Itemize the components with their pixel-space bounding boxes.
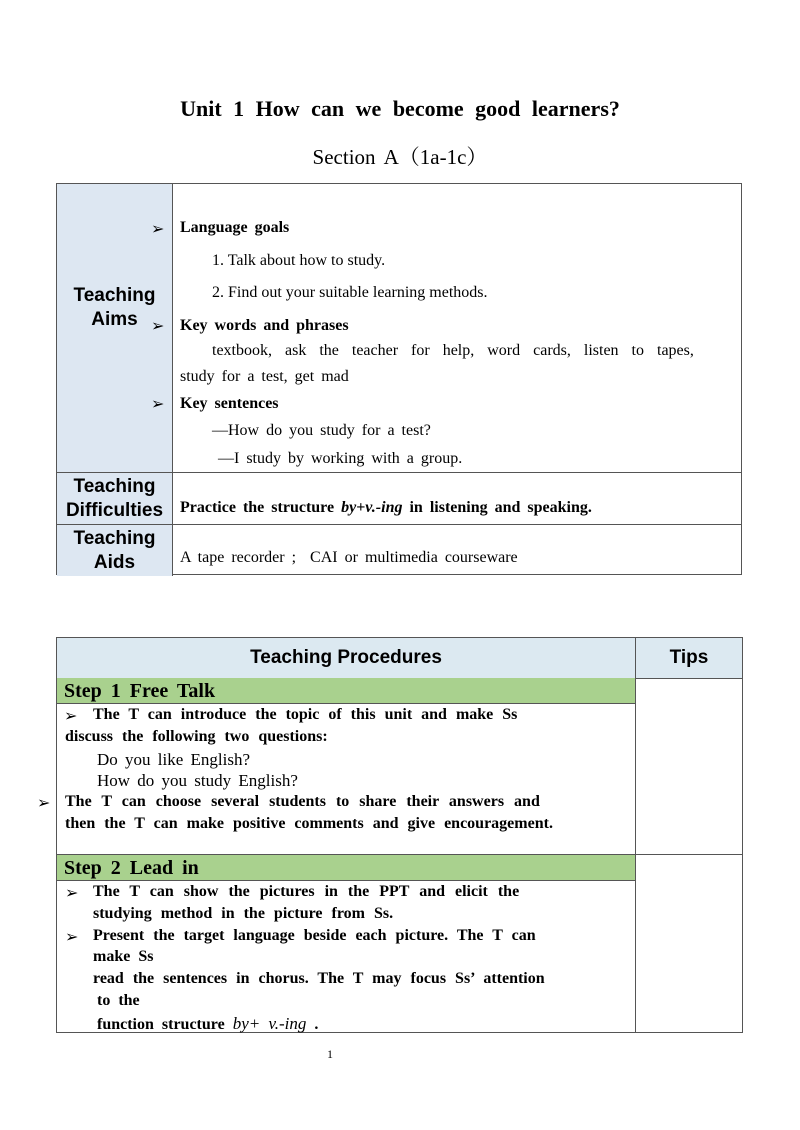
goal-item: 1. Talk about how to study. [212, 252, 386, 269]
bullet-arrow-icon: ➢ [151, 221, 165, 238]
key-sentence: —I study by working with a group. [218, 450, 463, 467]
key-sentence: —How do you study for a test? [212, 422, 431, 439]
step-2-text: read the sentences in chorus. The T may focus Ss’ attention [93, 970, 545, 987]
step-1-title: Step 1 Free Talk [57, 678, 635, 704]
bullet-arrow-icon: ➢ [151, 396, 165, 413]
step-2-text: make Ss [93, 948, 154, 965]
bullet-arrow-icon: ➢ [65, 929, 79, 946]
step-1-text: then the T can make positive comments and give encouragement. [65, 815, 553, 832]
aids-text: A tape recorder ; CAI or multimedia courseware [180, 549, 518, 566]
aids-label-line-2: Aids [93, 551, 136, 573]
bullet-arrow-icon: ➢ [151, 318, 165, 335]
tips-header: Tips [669, 647, 709, 668]
difficulties-structure: by+v.-ing [341, 499, 403, 516]
step-2-text: The T can show the pictures in the PPT and elicit the [93, 883, 520, 900]
bullet-arrow-icon: ➢ [37, 795, 51, 812]
teaching-difficulties-label [57, 473, 173, 525]
step-2-text: studying method in the picture from Ss. [93, 905, 394, 922]
step-2-text [97, 1014, 318, 1034]
teaching-difficulties-row [57, 472, 741, 525]
step-2-text-pre: function structure [97, 1016, 233, 1033]
step-2-structure: by+ v.-ing [232, 1014, 307, 1033]
step-2-text-post: . [306, 1016, 319, 1033]
lesson-plan-table [56, 183, 742, 575]
page-title: Unit 1 How can we become good learners? [180, 96, 620, 121]
page-number: 1 [327, 1047, 333, 1061]
teaching-aims-row [57, 184, 741, 472]
difficulties-label-line-1: Teaching [73, 476, 156, 497]
procedures-table [37, 637, 743, 1033]
step-1-text: The T can choose several students to share their answers and [65, 793, 540, 810]
difficulties-text-post: in listening and speaking. [402, 499, 592, 516]
column-divider [635, 678, 636, 1032]
goal-item: 2. Find out your suitable learning methods. [212, 284, 488, 301]
teaching-aims-content [151, 184, 741, 472]
step-1-text: The T can introduce the topic of this unit and make Ss [93, 706, 518, 723]
teaching-aids-label [57, 525, 173, 576]
key-words-text: textbook, ask the teacher for help, word cards, listen to tapes, [212, 342, 694, 359]
key-words-heading: Key words and phrases [180, 317, 349, 334]
difficulties-text-pre: Practice the structure [180, 499, 342, 516]
procedures-header: Teaching Procedures [57, 638, 636, 678]
difficulties-label-line-2: Difficulties [65, 500, 164, 521]
step-1-question: How do you study English? [97, 771, 298, 790]
bullet-arrow-icon: ➢ [64, 708, 78, 725]
step-1-question: Do you like English? [97, 750, 251, 769]
teaching-aids-row [57, 524, 741, 576]
teaching-aids-content [173, 525, 741, 576]
key-sentences-heading: Key sentences [180, 395, 279, 412]
procedures-header-row [57, 638, 742, 679]
teaching-difficulties-content [173, 473, 741, 525]
aids-label-line-1: Teaching [73, 527, 156, 549]
language-goals-heading: Language goals [180, 219, 290, 236]
aims-label-line-2: Aims [91, 309, 138, 330]
difficulties-text [180, 499, 592, 517]
page-subtitle: Section A（1a-1c） [312, 145, 488, 169]
bullet-arrow-icon: ➢ [65, 885, 79, 902]
step-2-text: to the [97, 992, 140, 1009]
step-2-text: Present the target language beside each picture. The T can [93, 927, 536, 944]
step-1-text: discuss the following two questions: [65, 728, 328, 745]
step-2-title: Step 2 Lead in [57, 855, 635, 881]
key-words-text: study for a test, get mad [180, 368, 349, 385]
aims-label-line-1: Teaching [73, 285, 156, 306]
